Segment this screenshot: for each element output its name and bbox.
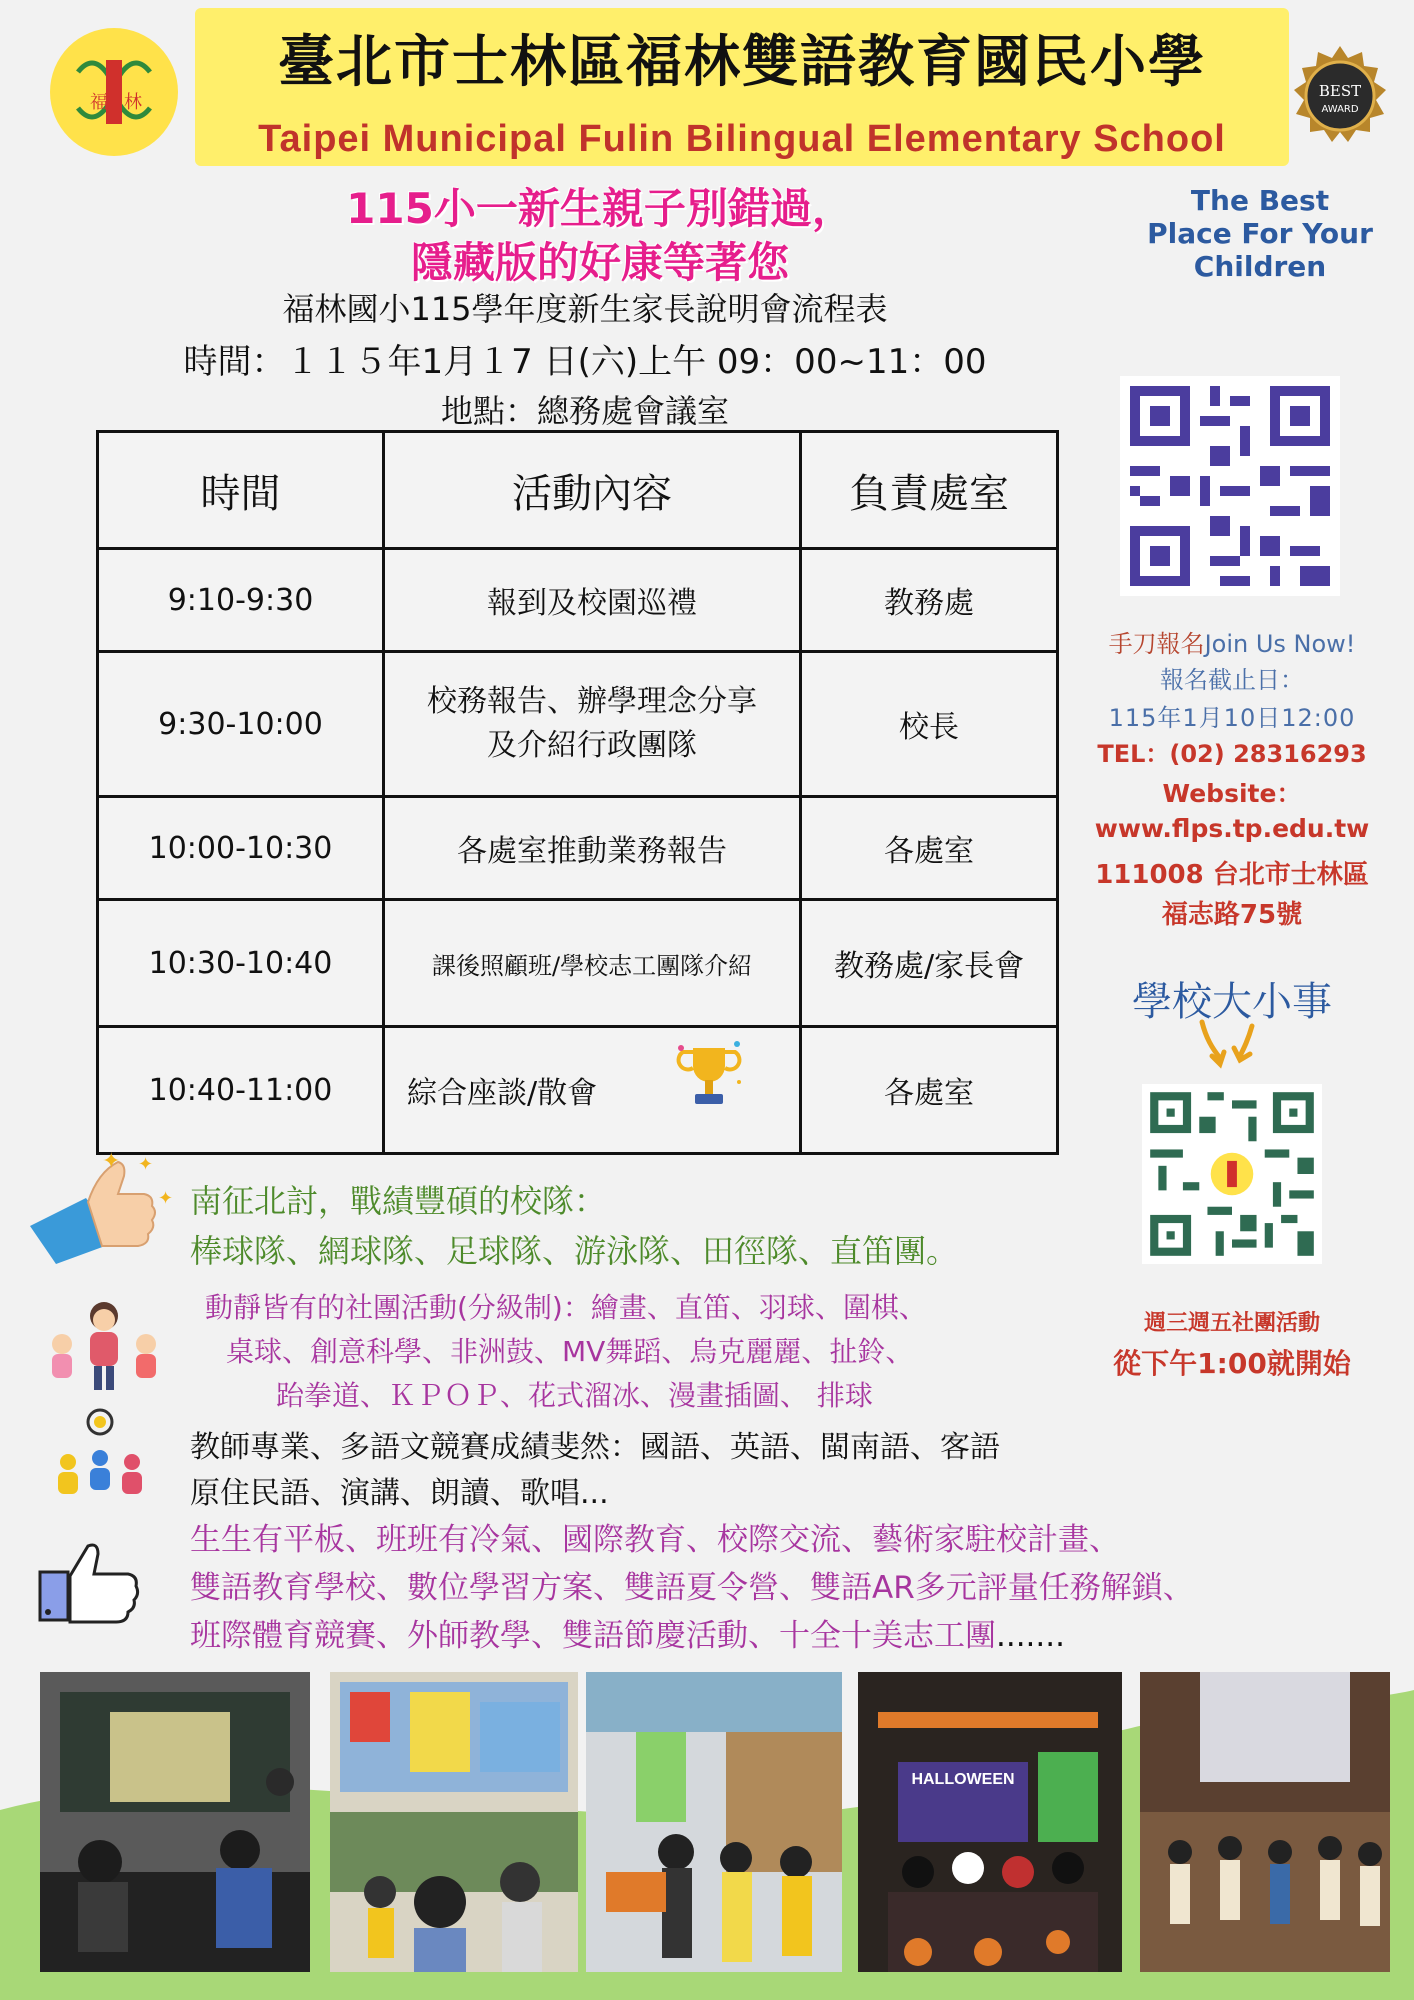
features-line-2: 雙語教育學校、數位學習方案、雙語夏令營、雙語AR多元評量任務解鎖、 bbox=[190, 1570, 1194, 1606]
award-text-best: BEST bbox=[1318, 82, 1362, 100]
table-row bbox=[98, 1027, 1058, 1154]
svg-text:✦: ✦ bbox=[138, 1154, 154, 1175]
join-en: Join Us Now! bbox=[1204, 630, 1356, 658]
table-row bbox=[98, 900, 1058, 1027]
award-text-award: AWARD bbox=[1321, 104, 1359, 115]
headline-line-1: 115小一新生親子別錯過， bbox=[346, 184, 854, 233]
table-row bbox=[98, 549, 1058, 652]
teachers-line-1: 教師專業、多語文競賽成績斐然：國語、英語、閩南語、客語 bbox=[190, 1430, 1000, 1465]
logo-text: 福 bbox=[90, 92, 108, 113]
svg-text:林: 林 bbox=[124, 92, 142, 113]
row-office: 教務處 bbox=[801, 549, 1058, 652]
award-badge-icon bbox=[1288, 44, 1392, 148]
address-line-2: 福志路75號 bbox=[1161, 900, 1303, 930]
qr-code-icon[interactable] bbox=[1142, 1084, 1322, 1264]
school-name-zh: 臺北市士林區福林雙語教育國民小學 bbox=[278, 30, 1206, 95]
join-us-text bbox=[1072, 624, 1392, 659]
photo-halloween bbox=[858, 1672, 1122, 1972]
address-line-1: 111008 台北市士林區 bbox=[1095, 860, 1369, 890]
teams-list: 棒球隊、網球隊、足球隊、游泳隊、田徑隊、直笛團。 bbox=[190, 1232, 959, 1270]
event-place: 地點：總務處會議室 bbox=[440, 392, 729, 430]
telephone: TEL：(02) 28316293 bbox=[1097, 740, 1367, 768]
teachers-line-2: 原住民語、演講、朗讀、歌唱... bbox=[190, 1476, 609, 1511]
svg-text:✦: ✦ bbox=[102, 1149, 121, 1174]
school-news-title: 學校大小事 bbox=[1132, 979, 1332, 1025]
row-activity-line-1: 校務報告、辦學理念分享 bbox=[427, 684, 758, 719]
club-time-line-2: 從下午1:00就開始 bbox=[1113, 1347, 1351, 1380]
photo-library-kids bbox=[586, 1672, 842, 1972]
family-icon bbox=[40, 1294, 170, 1394]
slogan-line-3: Children bbox=[1193, 250, 1327, 283]
club-time-line-1: 週三週五社團活動 bbox=[1143, 1311, 1320, 1336]
schedule-table bbox=[96, 430, 1059, 1155]
slogan-line-2: Place For Your bbox=[1147, 217, 1373, 250]
row-time: 10:40-11:00 bbox=[98, 1027, 384, 1154]
trophy-icon bbox=[673, 1038, 745, 1118]
school-logo-icon bbox=[50, 28, 178, 156]
row-activity-line-2: 及介紹行政團隊 bbox=[487, 728, 698, 763]
qr-code-icon[interactable] bbox=[1120, 376, 1340, 596]
thumbs-up-icon bbox=[26, 1146, 176, 1266]
website-label: Website： bbox=[1162, 779, 1302, 808]
slogan bbox=[1130, 184, 1390, 283]
row-time: 10:30-10:40 bbox=[98, 900, 384, 1027]
row-office: 各處室 bbox=[801, 1027, 1058, 1154]
idea-people-icon bbox=[50, 1404, 150, 1500]
deadline-label: 報名截止日： bbox=[1160, 666, 1304, 694]
school-name-en: Taipei Municipal Fulin Bilingual Elementary School bbox=[258, 118, 1226, 160]
row-activity: 綜合座談/散會 bbox=[407, 1076, 598, 1111]
photo-classroom-kids bbox=[330, 1672, 578, 1972]
table-row bbox=[98, 797, 1058, 900]
table-header-row bbox=[98, 432, 1058, 549]
header-activity: 活動內容 bbox=[384, 432, 801, 549]
clubs-line-1: 動靜皆有的社團活動(分級制)：繪畫、直笛、羽球、圍棋、 bbox=[205, 1291, 927, 1324]
clubs-line-3: 跆拳道、ＫＰＯＰ、花式溜冰、漫畫插圖、 排球 bbox=[276, 1379, 873, 1412]
features-dots: ....... bbox=[996, 1618, 1065, 1654]
deadline-date: 115年1月10日12:00 bbox=[1108, 704, 1356, 732]
photo-stage-dance bbox=[1140, 1672, 1390, 1972]
join-zh: 手刀報名 bbox=[1108, 630, 1205, 658]
row-activity bbox=[384, 652, 801, 797]
table-row bbox=[98, 652, 1058, 797]
row-time: 10:00-10:30 bbox=[98, 797, 384, 900]
row-activity: 課後照顧班/學校志工團隊介紹 bbox=[384, 900, 801, 1027]
row-office: 校長 bbox=[801, 652, 1058, 797]
row-office: 各處室 bbox=[801, 797, 1058, 900]
features-line-3 bbox=[190, 1610, 1065, 1655]
halloween-banner-text: HALLOWEEN bbox=[911, 1771, 1015, 1788]
row-activity: 各處室推動業務報告 bbox=[384, 797, 801, 900]
event-time: 時間：１１５年1月１7 日(六)上午 09：00~11：00 bbox=[183, 342, 987, 382]
like-icon bbox=[36, 1536, 146, 1626]
headline-line-2: 隱藏版的好康等著您 bbox=[410, 238, 789, 287]
slogan-line-1: The Best bbox=[1190, 184, 1330, 217]
arrow-down-icon bbox=[1190, 1018, 1270, 1074]
website-link[interactable]: www.flps.tp.edu.tw bbox=[1094, 814, 1370, 843]
row-activity-cell bbox=[384, 1027, 801, 1154]
header-office: 負責處室 bbox=[801, 432, 1058, 549]
clubs-line-2: 桌球、創意科學、非洲鼓、MV舞蹈、烏克麗麗、扯鈴、 bbox=[226, 1335, 914, 1368]
row-time: 9:30-10:00 bbox=[98, 652, 384, 797]
event-title: 福林國小115學年度新生家長說明會流程表 bbox=[282, 290, 888, 328]
features-line-1: 生生有平板、班班有冷氣、國際教育、校際交流、藝術家駐校計畫、 bbox=[190, 1522, 1120, 1558]
row-time: 9:10-9:30 bbox=[98, 549, 384, 652]
header-time: 時間 bbox=[98, 432, 384, 549]
svg-text:✦: ✦ bbox=[158, 1188, 174, 1209]
features-line-3-text: 班際體育競賽、外師教學、雙語節慶活動、十全十美志工團 bbox=[190, 1618, 996, 1654]
teams-title: 南征北討，戰績豐碩的校隊： bbox=[190, 1182, 607, 1220]
photo-classroom-science bbox=[40, 1672, 310, 1972]
row-office: 教務處/家長會 bbox=[801, 900, 1058, 1027]
row-activity: 報到及校園巡禮 bbox=[384, 549, 801, 652]
